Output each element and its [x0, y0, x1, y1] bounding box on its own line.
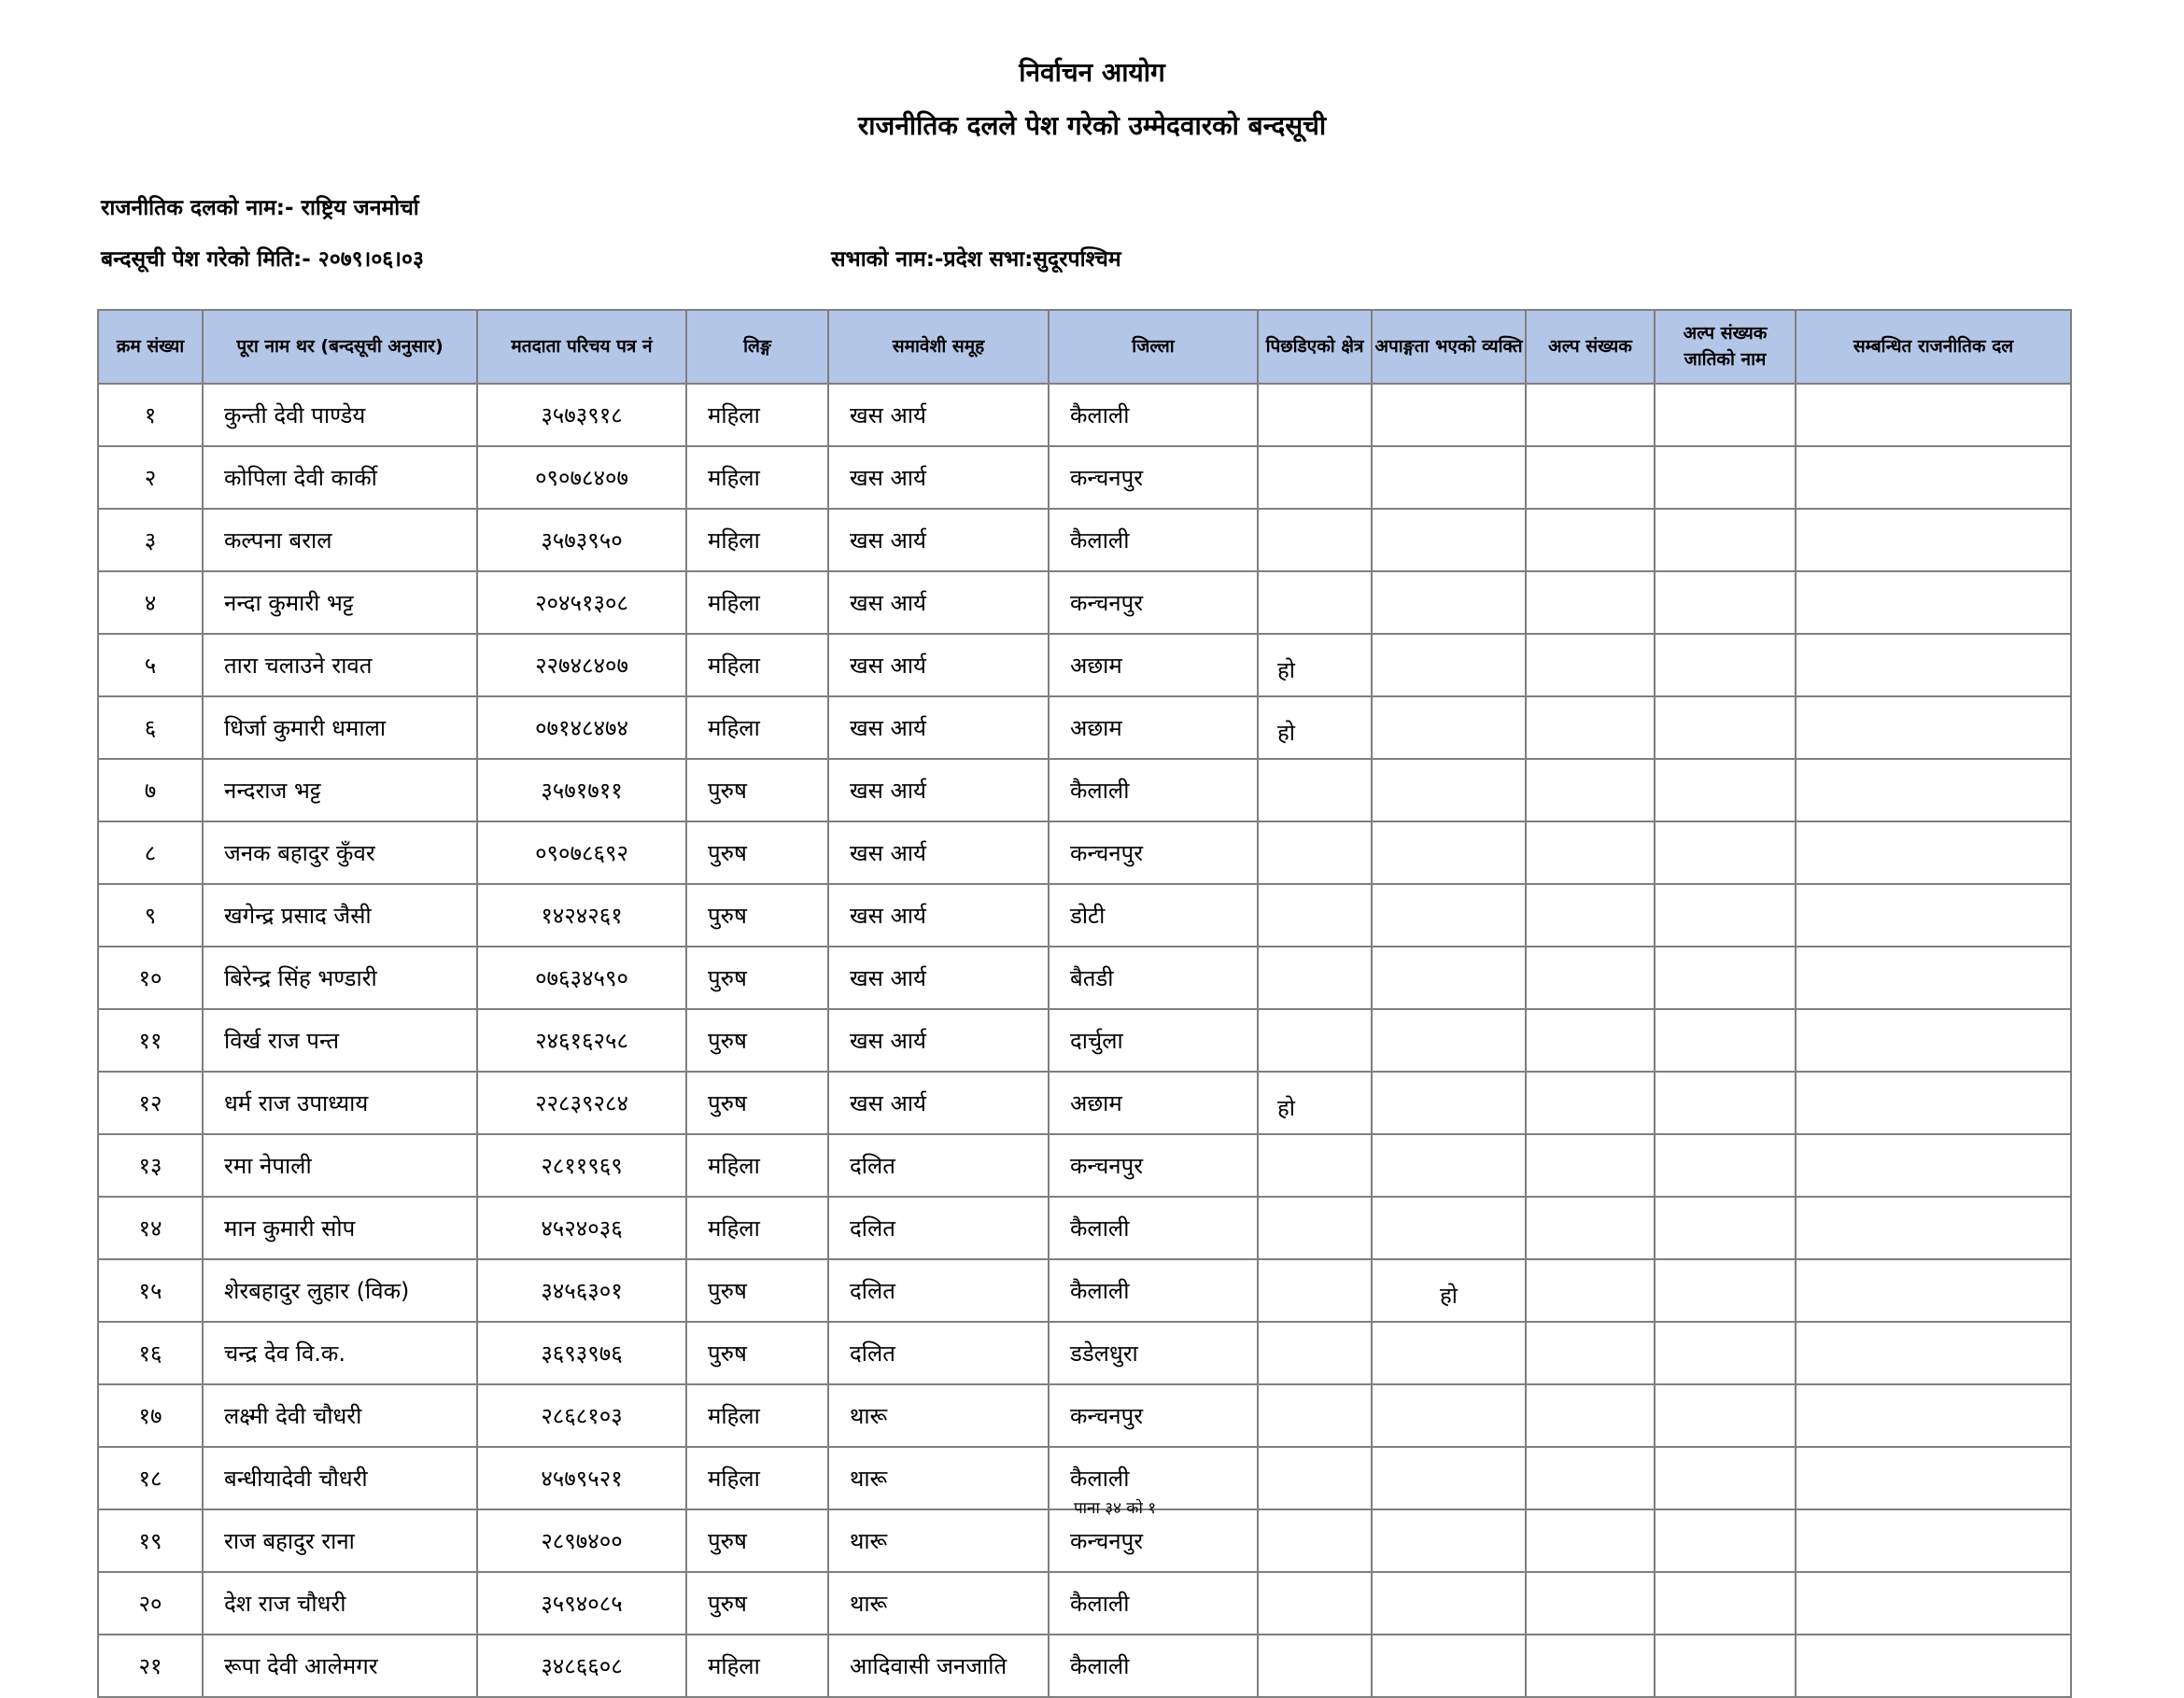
district-cell: डोटी: [1049, 884, 1258, 947]
inclusive-group-cell: खस आर्य: [828, 884, 1049, 947]
gender-cell: महिला: [686, 384, 828, 446]
minority-cell: [1526, 1197, 1655, 1259]
gender-cell: महिला: [686, 696, 828, 759]
minority-cell: [1526, 1509, 1655, 1572]
serial-number-cell: २: [98, 446, 203, 509]
inclusive-group-cell: खस आर्य: [828, 1009, 1049, 1072]
disability-cell: [1372, 1509, 1526, 1572]
inclusive-group-cell: खस आर्य: [828, 384, 1049, 446]
candidate-name-cell: कल्पना बराल: [203, 509, 477, 571]
voter-id-cell: २८६८१०३: [477, 1384, 686, 1447]
column-header-minority-caste: अल्प संख्यक जातिको नाम: [1655, 310, 1796, 384]
table-header-row: [98, 310, 2071, 384]
inclusive-group-cell: खस आर्य: [828, 509, 1049, 571]
minority-caste-cell: [1655, 634, 1796, 696]
page-number: पाना ३४ को १: [1074, 1499, 1157, 1518]
table-row: [98, 1134, 2071, 1197]
related-party-cell: [1796, 1072, 2071, 1134]
minority-caste-cell: [1655, 446, 1796, 509]
voter-id-cell: २८९७४००: [477, 1509, 686, 1572]
related-party-cell: [1796, 1635, 2071, 1697]
column-header-minority: अल्प संख्यक: [1526, 310, 1655, 384]
serial-number-cell: १७: [98, 1384, 203, 1447]
gender-cell: पुरुष: [686, 1072, 828, 1134]
candidate-name-cell: कोपिला देवी कार्की: [203, 446, 477, 509]
serial-number-cell: १५: [98, 1259, 203, 1322]
serial-number-cell: १४: [98, 1197, 203, 1259]
minority-cell: [1526, 1322, 1655, 1384]
related-party-cell: [1796, 1259, 2071, 1322]
disability-cell: [1372, 509, 1526, 571]
inclusive-group-cell: खस आर्य: [828, 947, 1049, 1009]
related-party-cell: [1796, 1134, 2071, 1197]
column-header-district: जिल्ला: [1049, 310, 1258, 384]
disability-cell: [1372, 821, 1526, 884]
gender-cell: महिला: [686, 1384, 828, 1447]
minority-caste-cell: [1655, 1072, 1796, 1134]
district-cell: अछाम: [1049, 634, 1258, 696]
district-cell: कैलाली: [1049, 1447, 1258, 1509]
disability-cell: हो: [1372, 1259, 1526, 1322]
disability-cell: [1372, 884, 1526, 947]
gender-cell: पुरुष: [686, 884, 828, 947]
inclusive-group-cell: खस आर्य: [828, 571, 1049, 634]
party-name-line: राजनीतिक दलको नाम:- राष्ट्रिय जनमोर्चा: [101, 196, 419, 220]
voter-id-cell: ३५७१७११: [477, 759, 686, 821]
related-party-cell: [1796, 1509, 2071, 1572]
candidate-name-cell: बन्धीयादेवी चौधरी: [203, 1447, 477, 1509]
gender-cell: पुरुष: [686, 1322, 828, 1384]
backward-area-cell: [1258, 1447, 1372, 1509]
disability-cell: [1372, 634, 1526, 696]
candidate-name-cell: शेरबहादुर लुहार (विक): [203, 1259, 477, 1322]
candidate-name-cell: बिरेन्द्र सिंह भण्डारी: [203, 947, 477, 1009]
minority-cell: [1526, 1134, 1655, 1197]
inclusive-group-cell: खस आर्य: [828, 696, 1049, 759]
serial-number-cell: १६: [98, 1322, 203, 1384]
backward-area-cell: [1258, 1322, 1372, 1384]
related-party-cell: [1796, 509, 2071, 571]
disability-cell: [1372, 571, 1526, 634]
gender-cell: महिला: [686, 571, 828, 634]
voter-id-cell: २४६१६२५८: [477, 1009, 686, 1072]
backward-area-cell: [1258, 509, 1372, 571]
related-party-cell: [1796, 446, 2071, 509]
voter-id-cell: ०७१४८४७४: [477, 696, 686, 759]
inclusive-group-cell: थारू: [828, 1447, 1049, 1509]
backward-area-cell: [1258, 1134, 1372, 1197]
serial-number-cell: ५: [98, 634, 203, 696]
column-header-serial: क्रम संख्या: [98, 310, 203, 384]
minority-caste-cell: [1655, 384, 1796, 446]
minority-cell: [1526, 634, 1655, 696]
voter-id-cell: ३५७३९५०: [477, 509, 686, 571]
district-cell: दार्चुला: [1049, 1009, 1258, 1072]
disability-cell: [1372, 1572, 1526, 1635]
table-row: [98, 1635, 2071, 1697]
column-header-inclusive-group: समावेशी समूह: [828, 310, 1049, 384]
district-cell: कैलाली: [1049, 759, 1258, 821]
candidate-name-cell: धर्म राज उपाध्याय: [203, 1072, 477, 1134]
minority-caste-cell: [1655, 1009, 1796, 1072]
voter-id-cell: २०४५१३०८: [477, 571, 686, 634]
serial-number-cell: ३: [98, 509, 203, 571]
gender-cell: महिला: [686, 446, 828, 509]
inclusive-group-cell: खस आर्य: [828, 446, 1049, 509]
minority-caste-cell: [1655, 821, 1796, 884]
minority-caste-cell: [1655, 1635, 1796, 1697]
related-party-cell: [1796, 821, 2071, 884]
related-party-cell: [1796, 884, 2071, 947]
backward-area-cell: [1258, 1009, 1372, 1072]
gender-cell: महिला: [686, 1635, 828, 1697]
minority-cell: [1526, 947, 1655, 1009]
backward-area-cell: [1258, 571, 1372, 634]
gender-cell: पुरुष: [686, 759, 828, 821]
serial-number-cell: २०: [98, 1572, 203, 1635]
related-party-cell: [1796, 1009, 2071, 1072]
gender-cell: पुरुष: [686, 1009, 828, 1072]
candidate-name-cell: रूपा देवी आलेमगर: [203, 1635, 477, 1697]
table-row: [98, 1509, 2071, 1572]
district-cell: कैलाली: [1049, 509, 1258, 571]
candidate-name-cell: जनक बहादुर कुँवर: [203, 821, 477, 884]
voter-id-cell: ०९०७८६९२: [477, 821, 686, 884]
related-party-cell: [1796, 571, 2071, 634]
inclusive-group-cell: दलित: [828, 1322, 1049, 1384]
candidate-name-cell: नन्दराज भट्ट: [203, 759, 477, 821]
table-row: [98, 696, 2071, 759]
table-row: [98, 384, 2071, 446]
serial-number-cell: ४: [98, 571, 203, 634]
voter-id-cell: २२८३९२८४: [477, 1072, 686, 1134]
candidate-name-cell: चन्द्र देव वि.क.: [203, 1322, 477, 1384]
disability-cell: [1372, 1322, 1526, 1384]
candidate-name-cell: देश राज चौधरी: [203, 1572, 477, 1635]
voter-id-cell: ३५७३९१८: [477, 384, 686, 446]
minority-cell: [1526, 884, 1655, 947]
minority-caste-cell: [1655, 1134, 1796, 1197]
serial-number-cell: ११: [98, 1009, 203, 1072]
gender-cell: पुरुष: [686, 821, 828, 884]
backward-area-cell: हो: [1258, 634, 1372, 696]
document-title: निर्वाचन आयोग: [1019, 57, 1165, 88]
backward-area-cell: [1258, 1572, 1372, 1635]
inclusive-group-cell: खस आर्य: [828, 821, 1049, 884]
serial-number-cell: ६: [98, 696, 203, 759]
table-row: [98, 1322, 2071, 1384]
table-row: [98, 947, 2071, 1009]
district-cell: कैलाली: [1049, 1259, 1258, 1322]
voter-id-cell: ३६९३९७६: [477, 1322, 686, 1384]
related-party-cell: [1796, 947, 2071, 1009]
gender-cell: पुरुष: [686, 1572, 828, 1635]
table-row: [98, 1259, 2071, 1322]
disability-cell: [1372, 1635, 1526, 1697]
candidate-name-cell: नन्दा कुमारी भट्ट: [203, 571, 477, 634]
district-cell: कन्चनपुर: [1049, 571, 1258, 634]
minority-caste-cell: [1655, 947, 1796, 1009]
backward-area-cell: [1258, 1197, 1372, 1259]
inclusive-group-cell: थारू: [828, 1384, 1049, 1447]
inclusive-group-cell: आदिवासी जनजाति: [828, 1635, 1049, 1697]
inclusive-group-cell: थारू: [828, 1509, 1049, 1572]
related-party-cell: [1796, 696, 2071, 759]
table-row: [98, 1072, 2071, 1134]
related-party-cell: [1796, 1322, 2071, 1384]
table-row: [98, 571, 2071, 634]
district-cell: कैलाली: [1049, 384, 1258, 446]
candidate-list-table: [97, 309, 2072, 1698]
district-cell: कन्चनपुर: [1049, 821, 1258, 884]
inclusive-group-cell: खस आर्य: [828, 759, 1049, 821]
minority-caste-cell: [1655, 1384, 1796, 1447]
voter-id-cell: ०९०७८४०७: [477, 446, 686, 509]
table-row: [98, 634, 2071, 696]
minority-caste-cell: [1655, 509, 1796, 571]
column-header-voter-id: मतदाता परिचय पत्र नं: [477, 310, 686, 384]
disability-cell: [1372, 1134, 1526, 1197]
table-row: [98, 1384, 2071, 1447]
serial-number-cell: १: [98, 384, 203, 446]
serial-number-cell: १९: [98, 1509, 203, 1572]
serial-number-cell: २१: [98, 1635, 203, 1697]
minority-cell: [1526, 1384, 1655, 1447]
related-party-cell: [1796, 1447, 2071, 1509]
district-cell: डडेलधुरा: [1049, 1322, 1258, 1384]
voter-id-cell: ०७६३४५९०: [477, 947, 686, 1009]
table-row: [98, 446, 2071, 509]
minority-cell: [1526, 696, 1655, 759]
disability-cell: [1372, 1009, 1526, 1072]
voter-id-cell: ३४५६३०१: [477, 1259, 686, 1322]
related-party-cell: [1796, 384, 2071, 446]
serial-number-cell: ९: [98, 884, 203, 947]
voter-id-cell: ३४८६६०८: [477, 1635, 686, 1697]
minority-cell: [1526, 759, 1655, 821]
serial-number-cell: ७: [98, 759, 203, 821]
district-cell: कैलाली: [1049, 1635, 1258, 1697]
gender-cell: पुरुष: [686, 947, 828, 1009]
minority-cell: [1526, 1447, 1655, 1509]
candidate-name-cell: खगेन्द्र प्रसाद जैसी: [203, 884, 477, 947]
serial-number-cell: १०: [98, 947, 203, 1009]
gender-cell: पुरुष: [686, 1509, 828, 1572]
disability-cell: [1372, 696, 1526, 759]
minority-cell: [1526, 1009, 1655, 1072]
district-cell: कैलाली: [1049, 1197, 1258, 1259]
backward-area-cell: हो: [1258, 1072, 1372, 1134]
inclusive-group-cell: खस आर्य: [828, 634, 1049, 696]
minority-cell: [1526, 384, 1655, 446]
backward-area-cell: [1258, 1509, 1372, 1572]
minority-cell: [1526, 571, 1655, 634]
related-party-cell: [1796, 759, 2071, 821]
minority-cell: [1526, 509, 1655, 571]
voter-id-cell: २२७४८४०७: [477, 634, 686, 696]
serial-number-cell: १८: [98, 1447, 203, 1509]
candidate-name-cell: लक्ष्मी देवी चौधरी: [203, 1384, 477, 1447]
serial-number-cell: १२: [98, 1072, 203, 1134]
column-header-disability: अपाङ्गता भएको व्यक्ति: [1372, 310, 1526, 384]
voter-id-cell: ४५२४०३६: [477, 1197, 686, 1259]
minority-caste-cell: [1655, 884, 1796, 947]
gender-cell: महिला: [686, 1197, 828, 1259]
district-cell: कैलाली: [1049, 1572, 1258, 1635]
document-subtitle: राजनीतिक दलले पेश गरेको उम्मेदवारको बन्दसूची: [857, 110, 1327, 141]
submission-date-line: बन्दसूची पेश गरेको मिति:- २०७९।०६।०३: [101, 247, 424, 272]
minority-caste-cell: [1655, 1572, 1796, 1635]
minority-caste-cell: [1655, 571, 1796, 634]
candidate-name-cell: मान कुमारी सोप: [203, 1197, 477, 1259]
table-row: [98, 509, 2071, 571]
serial-number-cell: १३: [98, 1134, 203, 1197]
minority-cell: [1526, 446, 1655, 509]
district-cell: कन्चनपुर: [1049, 1134, 1258, 1197]
column-header-backward-area: पिछडिएको क्षेत्र: [1258, 310, 1372, 384]
candidate-name-cell: रमा नेपाली: [203, 1134, 477, 1197]
district-cell: कन्चनपुर: [1049, 1509, 1258, 1572]
backward-area-cell: हो: [1258, 696, 1372, 759]
candidate-name-cell: तारा चलाउने रावत: [203, 634, 477, 696]
minority-caste-cell: [1655, 1322, 1796, 1384]
gender-cell: महिला: [686, 509, 828, 571]
backward-area-cell: [1258, 1635, 1372, 1697]
table-row: [98, 821, 2071, 884]
district-cell: बैतडी: [1049, 947, 1258, 1009]
minority-cell: [1526, 1635, 1655, 1697]
disability-cell: [1372, 759, 1526, 821]
inclusive-group-cell: दलित: [828, 1197, 1049, 1259]
table-row: [98, 1197, 2071, 1259]
related-party-cell: [1796, 634, 2071, 696]
voter-id-cell: २८११९६९: [477, 1134, 686, 1197]
candidate-name-cell: विर्ख राज पन्त: [203, 1009, 477, 1072]
related-party-cell: [1796, 1384, 2071, 1447]
inclusive-group-cell: दलित: [828, 1134, 1049, 1197]
inclusive-group-cell: खस आर्य: [828, 1072, 1049, 1134]
candidate-name-cell: राज बहादुर राना: [203, 1509, 477, 1572]
minority-cell: [1526, 1072, 1655, 1134]
minority-caste-cell: [1655, 1509, 1796, 1572]
disability-cell: [1372, 947, 1526, 1009]
minority-cell: [1526, 821, 1655, 884]
minority-caste-cell: [1655, 696, 1796, 759]
backward-area-cell: [1258, 759, 1372, 821]
serial-number-cell: ८: [98, 821, 203, 884]
column-header-related-party: सम्बन्धित राजनीतिक दल: [1796, 310, 2071, 384]
candidate-name-cell: धिर्जा कुमारी धमाला: [203, 696, 477, 759]
column-header-full-name: पूरा नाम थर (बन्दसूची अनुसार): [203, 310, 477, 384]
minority-caste-cell: [1655, 1259, 1796, 1322]
disability-cell: [1372, 1197, 1526, 1259]
table-row: [98, 759, 2071, 821]
disability-cell: [1372, 384, 1526, 446]
minority-cell: [1526, 1259, 1655, 1322]
disability-cell: [1372, 1384, 1526, 1447]
backward-area-cell: [1258, 947, 1372, 1009]
related-party-cell: [1796, 1572, 2071, 1635]
gender-cell: महिला: [686, 1134, 828, 1197]
disability-cell: [1372, 1072, 1526, 1134]
inclusive-group-cell: दलित: [828, 1259, 1049, 1322]
voter-id-cell: १४२४२६१: [477, 884, 686, 947]
gender-cell: महिला: [686, 634, 828, 696]
district-cell: अछाम: [1049, 696, 1258, 759]
backward-area-cell: [1258, 884, 1372, 947]
backward-area-cell: [1258, 821, 1372, 884]
minority-caste-cell: [1655, 759, 1796, 821]
table-row: [98, 884, 2071, 947]
assembly-name-line: सभाको नाम:-प्रदेश सभा:सुदूरपश्चिम: [831, 247, 1121, 272]
column-header-gender: लिङ्ग: [686, 310, 828, 384]
gender-cell: पुरुष: [686, 1259, 828, 1322]
gender-cell: महिला: [686, 1447, 828, 1509]
table-header: [98, 310, 2071, 384]
backward-area-cell: [1258, 446, 1372, 509]
disability-cell: [1372, 446, 1526, 509]
voter-id-cell: ४५७९५२१: [477, 1447, 686, 1509]
district-cell: कन्चनपुर: [1049, 1384, 1258, 1447]
minority-caste-cell: [1655, 1197, 1796, 1259]
related-party-cell: [1796, 1197, 2071, 1259]
backward-area-cell: [1258, 1259, 1372, 1322]
backward-area-cell: [1258, 384, 1372, 446]
voter-id-cell: ३५९४०८५: [477, 1572, 686, 1635]
minority-caste-cell: [1655, 1447, 1796, 1509]
minority-cell: [1526, 1572, 1655, 1635]
district-cell: अछाम: [1049, 1072, 1258, 1134]
inclusive-group-cell: थारू: [828, 1572, 1049, 1635]
candidate-name-cell: कुन्ती देवी पाण्डेय: [203, 384, 477, 446]
table-row: [98, 1009, 2071, 1072]
backward-area-cell: [1258, 1384, 1372, 1447]
table-row: [98, 1572, 2071, 1635]
disability-cell: [1372, 1447, 1526, 1509]
district-cell: कन्चनपुर: [1049, 446, 1258, 509]
